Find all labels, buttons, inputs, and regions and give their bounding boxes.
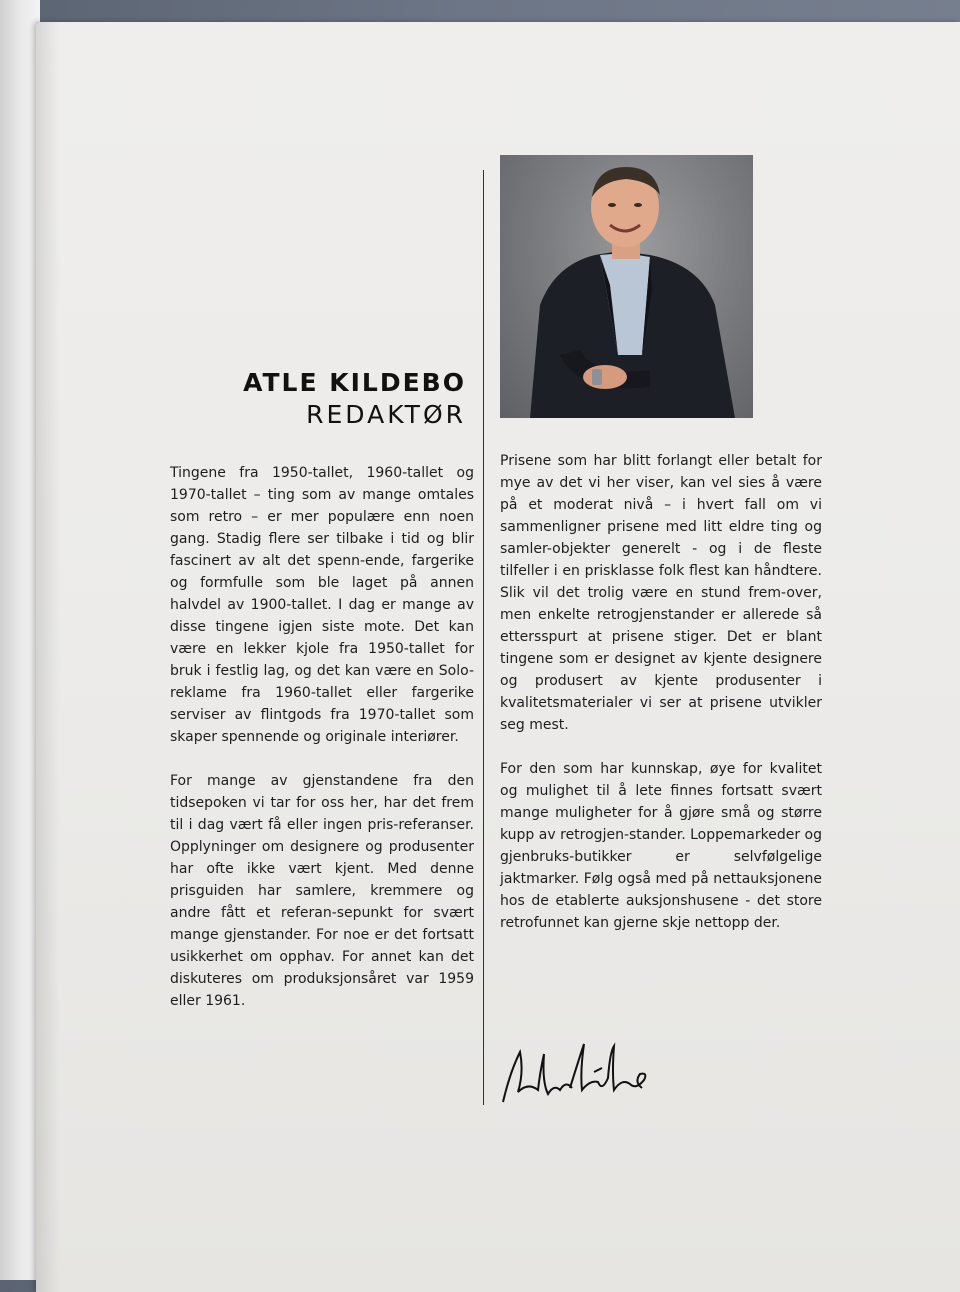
- author-signature: [498, 1032, 658, 1112]
- left-text-column: [170, 462, 474, 1034]
- column-divider: [483, 170, 484, 1105]
- left-paragraph-1: Tingene fra 1950-tallet, 1960-tallet og 1970-tallet – ting som av mange omtales som retro – er mer populære enn noen gang. Stadig flere ser tilbake i tid og blir fascinert av alt det spenn-ende, fargerike og formfulle som ble laget på annen halvdel av 1900-tallet. I dag er mange av disse tingene igjen siste mote. Det kan være en lekker kjole fra 1950-tallet for bruk i festlig lag, og det kan være en Solo-reklame fra 1960-tallet eller fargerike serviser av flintgods fra 1970-tallet som skaper spennende og originale interiører.: [170, 465, 474, 745]
- author-role: REDAKTØR: [306, 400, 466, 429]
- author-photo: [500, 155, 753, 418]
- portrait-photo-icon: [500, 155, 753, 418]
- previous-page-edge: [0, 0, 40, 1280]
- page-gutter-shadow: [36, 22, 60, 1292]
- left-paragraph-2: For mange av gjenstandene fra den tidsepoken vi tar for oss her, har det frem til i dag vært få eller ingen pris-referanser. Opplyninger om designere og produsenter har ofte ikke vært kjent. Med denne prisguiden har samlere, kremmere og andre fått et referan-sepunkt for svært mange gjenstander. For noe er det fortsatt usikkerhet om opphav. For annet kan det diskuteres om produksjonsåret var 1959 eller 1961.: [170, 773, 474, 1009]
- right-paragraph-1: Prisene som har blitt forlangt eller betalt for mye av det vi her viser, kan vel sies å være på et moderat nivå – i hvert fall om vi sammenligner prisene med litt eldre ting og samler-objekter generelt - og i de fleste tilfeller i en prisklasse folk flest kan håndtere. Slik vil det trolig være en stund frem-over, men enkelte retrogjenstander er allerede så ettersspurt at prisene stiger. Det er blant tingene som er designet av kjente designere og produsert av kjente produsenter i kvalitetsmaterialer vi ser at prisene utvikler seg mest.: [500, 453, 822, 733]
- author-name: ATLE KILDEBO: [243, 368, 466, 397]
- signature-icon: [498, 1032, 658, 1112]
- right-text-column: [500, 450, 822, 956]
- right-paragraph-2: For den som har kunnskap, øye for kvalitet og mulighet til å lete finnes fortsatt svært mange muligheter for å gjøre små og større kupp av retrogjen-stander. Loppemarkeder og gjenbruks-butikker er selvfølgelige jaktmarker. Følg også med på nettauksjonene hos de etablerte auksjonshusene - det store retrofunnet kan gjerne skje nettopp der.: [500, 761, 822, 931]
